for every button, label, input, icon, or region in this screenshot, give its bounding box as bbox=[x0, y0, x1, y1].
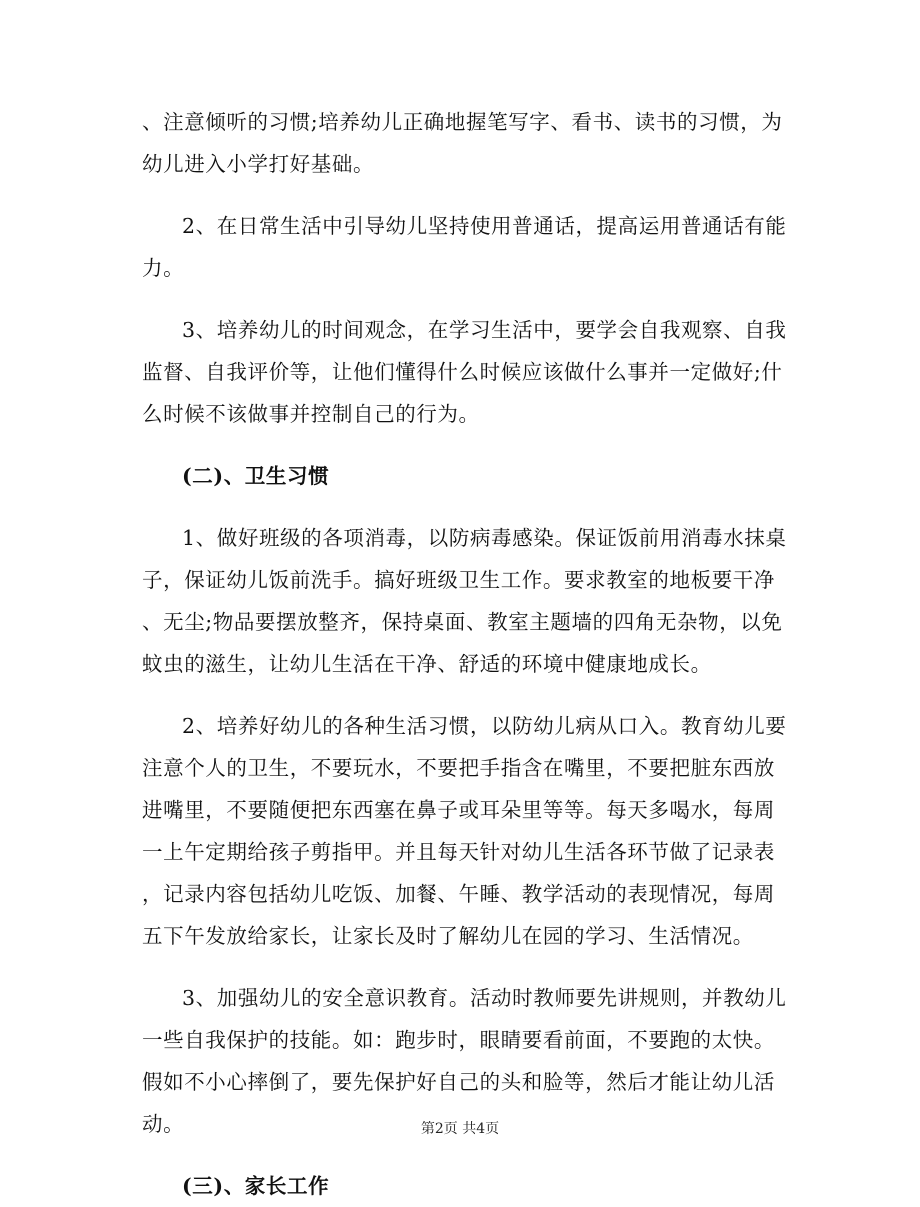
text-line: 进嘴里，不要随便把东西塞在鼻子或耳朵里等等。每天多喝水，每周 bbox=[142, 798, 775, 822]
paragraph-habits-continuation bbox=[142, 101, 782, 185]
section-heading-hygiene bbox=[142, 455, 782, 497]
section-heading-parents bbox=[142, 1165, 782, 1207]
section-heading-text: (三)、家长工作 bbox=[182, 1174, 330, 1198]
text-line: 2、在日常生活中引导幼儿坚持使用普通话，提高运用普通话有能 bbox=[182, 214, 787, 238]
text-line: 3、培养幼儿的时间观念，在学习生活中，要学会自我观察、自我 bbox=[182, 318, 787, 342]
text-line: 1、做好班级的各项消毒，以防病毒感染。保证饭前用消毒水抹桌 bbox=[182, 526, 787, 550]
page-number-footer: 第2页 共4页 bbox=[420, 1121, 500, 1137]
text-line: ，记录内容包括幼儿吃饭、加餐、午睡、教学活动的表现情况，每周 bbox=[142, 882, 775, 906]
text-line: 假如不小心摔倒了，要先保护好自己的头和脸等，然后才能让幼儿活 bbox=[142, 1070, 775, 1094]
text-line: 动。 bbox=[142, 1112, 185, 1136]
text-line: 、注意倾听的习惯;培养幼儿正确地握笔写字、看书、读书的习惯，为 bbox=[142, 110, 783, 134]
paragraph-item-3-time bbox=[142, 309, 787, 435]
text-line: 注意个人的卫生，不要玩水，不要把手指含在嘴里，不要把脏东西放 bbox=[142, 756, 775, 780]
text-line: 2、培养好幼儿的各种生活习惯，以防幼儿病从口入。教育幼儿要 bbox=[182, 714, 787, 738]
text-line: 一上午定期给孩子剪指甲。并且每天针对幼儿生活各环节做了记录表 bbox=[142, 840, 775, 864]
paragraph-hygiene-item-2 bbox=[142, 705, 787, 957]
text-line: 蚊虫的滋生，让幼儿生活在干净、舒适的环境中健康地成长。 bbox=[142, 652, 712, 676]
text-line: 五下午发放给家长，让家长及时了解幼儿在园的学习、生活情况。 bbox=[142, 924, 754, 948]
paragraph-hygiene-item-1 bbox=[142, 517, 787, 685]
text-line: 3、加强幼儿的安全意识教育。活动时教师要先讲规则，并教幼儿 bbox=[182, 986, 787, 1010]
text-line: 幼儿进入小学打好基础。 bbox=[142, 152, 375, 176]
section-heading-text: (二)、卫生习惯 bbox=[182, 464, 330, 488]
text-line: 一些自我保护的技能。如：跑步时，眼睛要看前面，不要跑的太快。 bbox=[142, 1028, 775, 1052]
text-line: 监督、自我评价等，让他们懂得什么时候应该做什么事并一定做好;什 bbox=[142, 360, 783, 384]
text-line: 、无尘;物品要摆放整齐，保持桌面、教室主题墙的四角无杂物，以免 bbox=[142, 610, 783, 634]
text-line: 子，保证幼儿饭前洗手。搞好班级卫生工作。要求教室的地板要干净 bbox=[142, 568, 775, 592]
document-body bbox=[142, 101, 787, 1207]
paragraph-item-2-mandarin bbox=[142, 205, 787, 289]
text-line: 力。 bbox=[142, 256, 185, 280]
text-line: 么时候不该做事并控制自己的行为。 bbox=[142, 402, 480, 426]
